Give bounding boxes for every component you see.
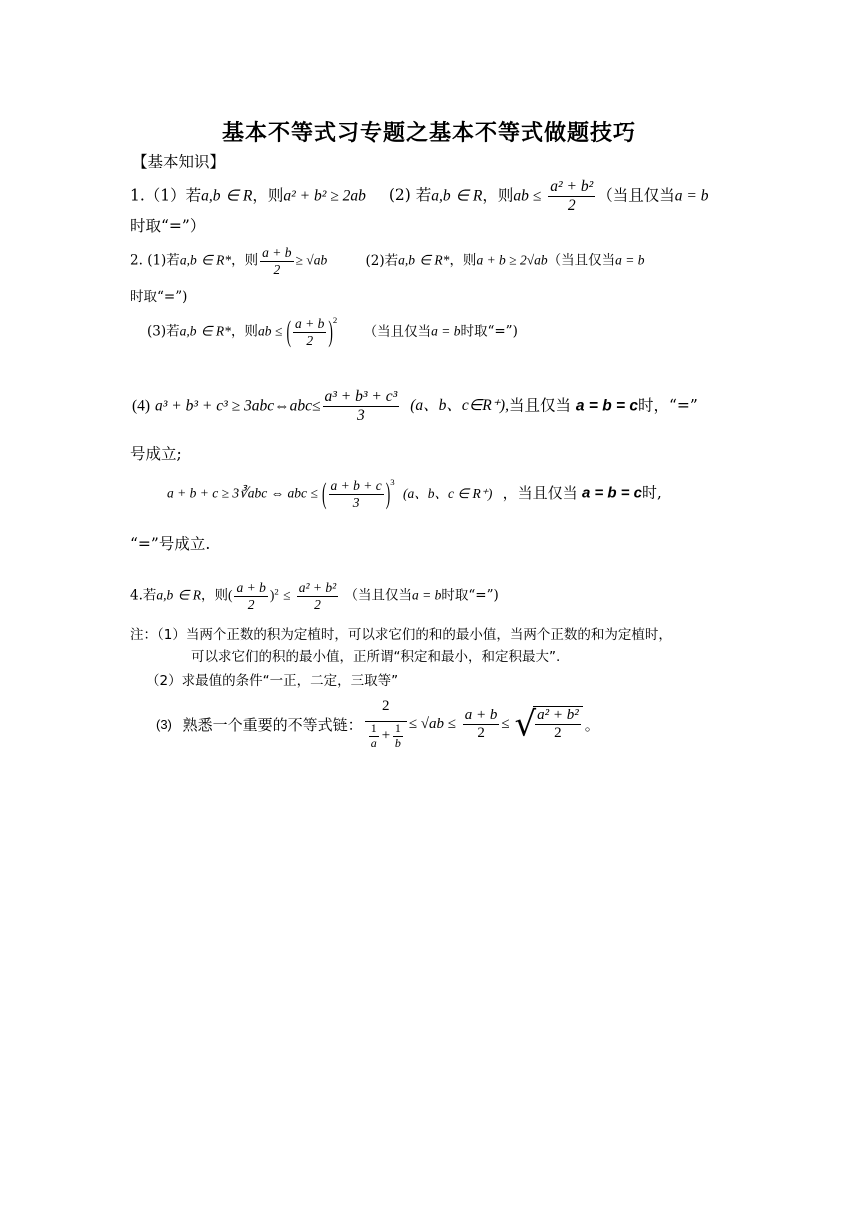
item-2-fraction-denominator: 2 — [273, 261, 281, 277]
item-4-fraction — [323, 388, 400, 425]
item-2-in-rstar-2: ∈ R* — [419, 252, 450, 268]
item-4-fraction-2-denominator: 3 — [352, 494, 360, 510]
item-4-condition-tail: 时，“=” — [637, 396, 698, 415]
item-5-fraction-2-denominator: 2 — [314, 596, 321, 612]
item-1-then-2: ，则 — [482, 186, 514, 205]
item-4-abc-eq: a = b = c — [575, 397, 638, 415]
item-2-ab-le: ab ≤ — [257, 323, 283, 339]
item-1-line-1 — [130, 178, 708, 215]
item-2-fraction-3-denominator: 2 — [306, 332, 314, 348]
item-4-fraction-numerator: a³ + b³ + c³ — [324, 388, 398, 405]
chain-quadratic-denominator: 2 — [554, 725, 562, 742]
item-4-label: (4) — [132, 397, 151, 415]
chain-fraction-quadratic — [533, 706, 583, 743]
item-2-fraction-numerator: a + b — [262, 245, 292, 260]
item-2-in-rstar: ∈ R* — [200, 252, 232, 268]
item-2-number: 2. — [130, 252, 143, 269]
item-5-fraction-1-numerator: a + b — [236, 580, 266, 595]
item-2-line-1 — [130, 245, 645, 277]
item-1-a-eq-b: a = b — [674, 187, 709, 205]
page-title: 基本不等式习专题之基本不等式做题技巧 — [222, 121, 637, 146]
item-1-continuation: 时取“=”） — [130, 217, 206, 235]
item-5-square: 2 — [274, 586, 279, 597]
item-2-apb-ge: a + b ≥ 2√ab — [476, 252, 548, 268]
item-2-in-rstar-3: ∈ R* — [200, 323, 231, 339]
item-5-a-eq-b: a = b — [412, 587, 442, 603]
item-1-part-2-label: (2) 若 — [388, 186, 432, 205]
item-2-fraction — [260, 245, 293, 277]
item-1-in-r-2: ∈ R — [455, 187, 483, 205]
item-5-fraction-2-numerator: a² + b² — [298, 580, 337, 595]
note-3-text: 熟悉一个重要的不等式链： — [182, 715, 363, 734]
item-2-fraction-3-numerator: a + b — [295, 316, 325, 331]
chain-quadratic-numerator: a² + b² — [535, 707, 581, 725]
item-5-condition: （当且仅当 — [344, 587, 412, 604]
item-5-fraction-2 — [297, 580, 338, 612]
item-1-part-1-label: （1）若 — [144, 186, 202, 205]
item-2-ge-sqrt: ≥ √ab — [295, 252, 328, 268]
item-4-lhs: a³ + b³ + c³ ≥ 3abc⇔abc≤ — [155, 397, 321, 415]
item-4-fraction-denominator: 3 — [357, 406, 365, 424]
item-4-second-lhs: a + b + c ≥ 3∛abc ⇔ abc ≤ — [167, 485, 318, 501]
item-2-condition-3-tail: 时取“=”) — [460, 323, 518, 340]
item-2-var-ab-2: a,b — [398, 252, 415, 268]
item-5-fraction-1 — [234, 580, 267, 612]
item-1-fraction-numerator: a² + b² — [550, 178, 594, 195]
item-2-a-eq-b-3: a = b — [431, 323, 461, 339]
item-2-condition-3: （当且仅当 — [363, 323, 432, 340]
item-5-line: 4.若a,b ∈ R，则( $\frac{a + b}{2}$ )$^2$ ≤ $\frac{\text{a² + b²}}{2}$ （当且仅当a = b时取“=”) — [130, 580, 499, 612]
item-1-in-r: ∈ R — [225, 187, 253, 205]
item-1-ab-le: ab ≤ — [513, 187, 542, 205]
item-2-then: ，则 — [231, 252, 259, 269]
item-5-fraction-1-denominator: 2 — [247, 596, 255, 612]
item-2-fraction-3 — [293, 316, 326, 348]
item-1-fraction-denominator: 2 — [567, 196, 576, 214]
item-4-abc-eq-2: a = b = c — [581, 484, 642, 502]
chain-fraction-arith — [463, 707, 500, 743]
item-4-condition-2-tail: 时, — [641, 483, 662, 502]
item-1-var-ab-2: a,b — [431, 187, 451, 205]
chain-end: 。 — [584, 715, 600, 734]
item-1-fraction — [548, 178, 595, 215]
item-5-continuation: 时取“=”) — [441, 587, 499, 604]
item-1-condition: （当且仅当 — [597, 186, 675, 205]
item-4-line-1 — [132, 388, 698, 425]
chain-fraction-harmonic — [365, 698, 407, 751]
item-4-line-4: “=”号成立. — [130, 535, 211, 553]
note-1-line-1 — [130, 623, 672, 643]
chain-arith-denominator: 2 — [477, 724, 485, 741]
item-1-var-ab: a,b — [201, 187, 221, 205]
item-4-condition-2: ，当且仅当 — [502, 483, 578, 502]
section-heading: 【基本知识】 — [132, 153, 226, 171]
item-5-number: 4.若 — [130, 587, 157, 604]
item-2-condition: （当且仅当 — [547, 252, 616, 269]
item-4-condition: 当且仅当 — [508, 396, 571, 415]
item-2-a-eq-b: a = b — [615, 252, 645, 268]
chain-harmonic-denominator: $\frac{1}{a}$ + $\frac{1}{b}$ — [370, 721, 401, 751]
item-4-fraction-2 — [329, 478, 384, 510]
item-4-line-3: a + b + c ≥ 3∛abc ⇔ abc ≤ ( $\frac{a + b + c}{3}$ )$^3$ (a、b、c ∈ R⁺) ，当且仅当 a = b = c时, — [167, 476, 662, 510]
note-3: (3) 熟悉一个重要的不等式链： 2 $\frac{1}{a}$ + $\frac{1}{b}$ ≤ √ab ≤ $\frac{a + b}{2}$ ≤ √ $\frac{\text{a² + b²}}{2}$ 。 — [156, 698, 600, 751]
chain-sqrt-ab: ≤ √ab ≤ — [408, 715, 457, 732]
chain-arith-numerator: a + b — [463, 707, 500, 725]
item-2-part-1-label: (1)若 — [147, 252, 180, 269]
note-1-text-1: 当两个正数的积为定植时，可以求它们的和的最小值，当两个正数的和为定植时， — [185, 627, 672, 643]
item-2-then-2: ，则 — [449, 252, 477, 269]
chain-le: ≤ — [501, 715, 510, 732]
item-5-then: ，则 — [200, 587, 228, 604]
item-2-var-ab: a,b — [179, 252, 197, 268]
note-1-prefix: 注：（1） — [130, 627, 186, 643]
item-2-part-2-label: (2)若 — [365, 252, 399, 269]
item-5-le: ≤ — [283, 587, 291, 603]
item-2-then-3: ，则 — [230, 323, 258, 340]
item-4-exponent: 3 — [390, 477, 395, 488]
item-1-inequality-1: a² + b² ≥ 2ab — [283, 187, 366, 205]
item-4-fraction-2-numerator: a + b + c — [330, 478, 382, 493]
item-5-in-r: ∈ R — [177, 587, 201, 603]
item-5-var-ab: a,b — [156, 587, 174, 603]
item-4-domain-2: (a、b、c ∈ R⁺) — [402, 485, 493, 501]
item-4-domain: (a、b、c∈R⁺), — [410, 397, 509, 415]
item-2-var-ab-3: a,b — [179, 323, 197, 339]
item-1-then: ，则 — [252, 186, 284, 205]
item-2-continuation: 时取“=”) — [130, 289, 188, 305]
item-2-exponent: 2 — [332, 315, 338, 326]
note-2: （2）求最值的条件“一正，二定，三取等” — [146, 673, 399, 689]
item-2-line-3: (3)若a,b ∈ R*，则ab ≤ ( $\frac{a + b}{2}$ )$^2$ （当且仅当a = b时取“=”) — [147, 314, 518, 348]
note-3-label: (3) — [156, 716, 172, 732]
item-4-line-2: 号成立; — [130, 445, 182, 463]
item-2-part-3-label: (3)若 — [147, 323, 180, 340]
chain-harmonic-numerator: 2 — [365, 698, 407, 722]
item-1-number: 1. — [130, 186, 145, 205]
note-1-line-2: 可以求它们的积的最小值，正所谓“积定和最小，和定积最大”. — [191, 649, 561, 665]
